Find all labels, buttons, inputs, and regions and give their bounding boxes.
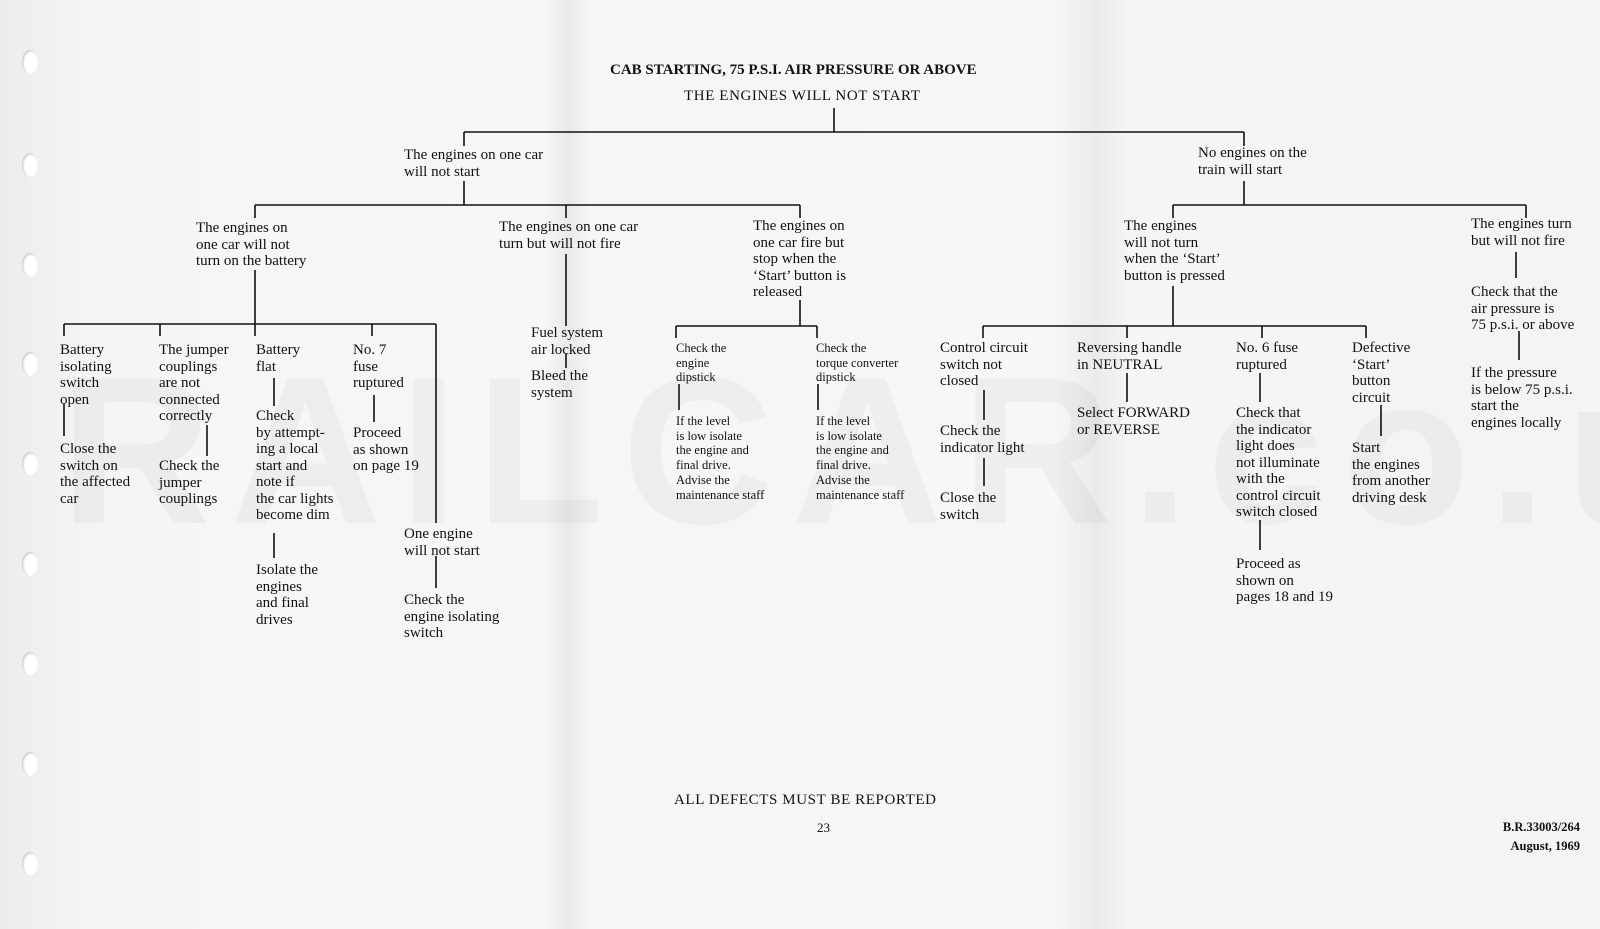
action-dipstick-isolate: If the level is low isolate the engine and final drive. Advise the maintenance staff	[676, 414, 765, 502]
node-reversing-neutral: Reversing handle in NEUTRAL	[1077, 340, 1182, 373]
action-check-jumper: Check the jumper couplings	[159, 458, 220, 507]
node-no7-fuse: No. 7 fuse ruptured	[353, 342, 404, 391]
document-ref-number: B.R.33003/264	[1502, 820, 1580, 834]
node-battery-isolating: Battery isolating switch open	[60, 342, 112, 408]
node-engine-dipstick: Check the engine dipstick	[676, 341, 727, 385]
node-jumper-couplings: The jumper couplings are not connected correctly	[159, 342, 229, 424]
page-title: CAB STARTING, 75 P.S.I. AIR PRESSURE OR ABOVE	[610, 62, 977, 78]
action-close-control-switch: Close the switch	[940, 490, 997, 523]
document-reference	[1480, 818, 1580, 856]
action-check-isolating: Check the engine isolating switch	[404, 592, 500, 641]
node-defective-start: Defective ‘Start’ button circuit	[1352, 340, 1411, 406]
action-proceed-pages18-19: Proceed as shown on pages 18 and 19	[1236, 556, 1334, 605]
node-not-turn-battery: The engines on one car will not turn on the battery	[196, 220, 307, 269]
action-bleed-system: Bleed the system	[531, 368, 589, 401]
node-no6-fuse: No. 6 fuse ruptured	[1236, 340, 1299, 373]
node-battery-flat: Battery flat	[256, 342, 301, 375]
node-turn-not-fire: The engines on one car turn but will not fire	[499, 219, 639, 252]
action-start-other-desk: Start the engines from another driving desk	[1352, 440, 1430, 506]
action-check-air-pressure: Check that the air pressure is 75 p.s.i. or above	[1471, 284, 1575, 333]
document-date: August, 1969	[1510, 839, 1580, 853]
page-number: 23	[817, 820, 830, 835]
node-one-engine: One engine will not start	[404, 526, 480, 559]
footer-note: ALL DEFECTS MUST BE REPORTED	[674, 792, 937, 808]
action-check-indicator: Check the indicator light	[940, 423, 1025, 456]
node-will-not-turn: The engines will not turn when the ‘Start’ button is pressed	[1124, 218, 1225, 284]
node-control-circuit: Control circuit switch not closed	[940, 340, 1028, 389]
action-check-local-start: Check by attempt- ing a local start and note if the car lights become dim	[256, 408, 334, 523]
action-start-locally: If the pressure is below 75 p.s.i. start the engines locally	[1471, 365, 1573, 431]
action-check-indicator-light: Check that the indicator light does not illuminate with the control circuit switch closed	[1236, 405, 1321, 520]
action-select-direction: Select FORWARD or REVERSE	[1077, 405, 1190, 438]
action-torque-isolate: If the level is low isolate the engine and final drive. Advise the maintenance staff	[816, 414, 905, 502]
branch-one-car: The engines on one car will not start	[404, 147, 544, 180]
action-proceed-page19: Proceed as shown on page 19	[353, 425, 419, 474]
branch-no-engines: No engines on the train will start	[1198, 145, 1307, 178]
page-subtitle: THE ENGINES WILL NOT START	[684, 88, 921, 104]
action-close-switch: Close the switch on the affected car	[60, 441, 131, 507]
node-turn-not-fire-train: The engines turn but will not fire	[1471, 216, 1572, 249]
node-torque-dipstick: Check the torque converter dipstick	[816, 341, 899, 385]
node-fire-but-stop: The engines on one car fire but stop when the ‘Start’ button is released	[753, 218, 847, 300]
action-isolate-engines: Isolate the engines and final drives	[256, 562, 319, 628]
node-fuel-air-locked: Fuel system air locked	[531, 325, 604, 358]
